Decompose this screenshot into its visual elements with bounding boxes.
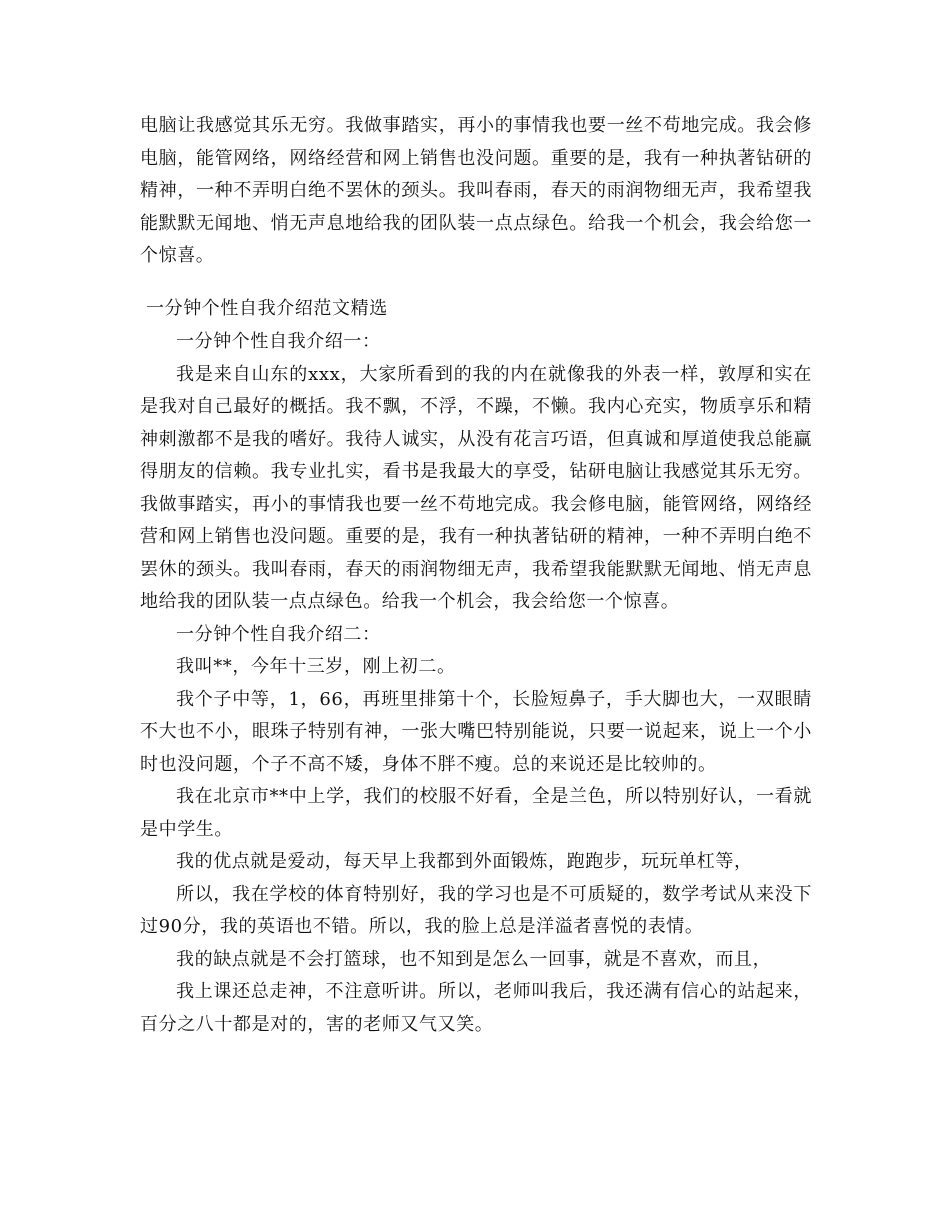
continuation-block	[140, 110, 812, 273]
paragraph-continuation: 电脑让我感觉其乐无穷。我做事踏实，再小的事情我也要一丝不苟地完成。我会修电脑，能管网络，网络经营和网上销售也没问题。重要的是，我有一种执著钻研的精神，一种不弄明白绝不罢休的颈头。我叫春雨，春天的雨润物细无声，我希望我能默默无闻地、悄无声息地给我的团队装一点点绿色。给我一个机会，我会给您一个惊喜。	[140, 115, 812, 266]
paragraph: 我上课还总走神，不注意听讲。所以，老师叫我后，我还满有信心的站起来，百分之八十都是对的，害的老师又气又笑。	[140, 981, 812, 1035]
paragraph: 一分钟个性自我介绍一：	[176, 331, 381, 352]
paragraph: 我的缺点就是不会打篮球，也不知到是怎么一回事，就是不喜欢，而且，	[176, 948, 772, 970]
paragraph: 一分钟个性自我介绍二：	[176, 623, 381, 645]
paragraph: 我的优点就是爱动，每天早上我都到外面锻炼，跑跑步，玩玩单杠等，	[176, 851, 753, 872]
paragraph: 我个子中等，1，66，再班里排第十个，长脸短鼻子，手大脚也大，一双眼睛不大也不小，眼珠子特别有神，一张大嘴巴特别能说，只要一说起来，说上一个小时也没问题，个子不高不矮，身体不胖不瘦。总的来说还是比较帅的。	[140, 688, 812, 775]
paragraph: 我叫**，今年十三岁，刚上初二。	[176, 656, 456, 677]
paragraph: 我在北京市**中上学，我们的校服不好看，全是兰色，所以特别好认，一看就是中学生。	[140, 786, 812, 840]
section-title: 一分钟个性自我介绍范文精选	[146, 298, 388, 319]
paragraph: 所以，我在学校的体育特别好，我的学习也是不可质疑的，数学考试从来没下过90分，我的英语也不错。所以，我的脸上总是洋溢者喜悦的表情。	[140, 883, 812, 937]
body-block	[140, 326, 812, 1041]
paragraph: 我是来自山东的xxx，大家所看到的我的内在就像我的外表一样，敦厚和实在是我对自己最好的概括。我不飘，不浮，不躁，不懒。我内心充实，物质享乐和精神刺激都不是我的嗜好。我待人诚实，从没有花言巧语，但真诚和厚道使我总能赢得朋友的信赖。我专业扎实，看书是我最大的享受，钻研电脑让我感觉其乐无穷。我做事踏实，再小的事情我也要一丝不苟地完成。我会修电脑，能管网络，网络经营和网上销售也没问题。重要的是，我有一种执著钻研的精神，一种不弄明白绝不罢休的颈头。我叫春雨，春天的雨润物细无声，我希望我能默默无闻地、悄无声息地给我的团队装一点点绿色。给我一个机会，我会给您一个惊喜。	[140, 363, 812, 612]
